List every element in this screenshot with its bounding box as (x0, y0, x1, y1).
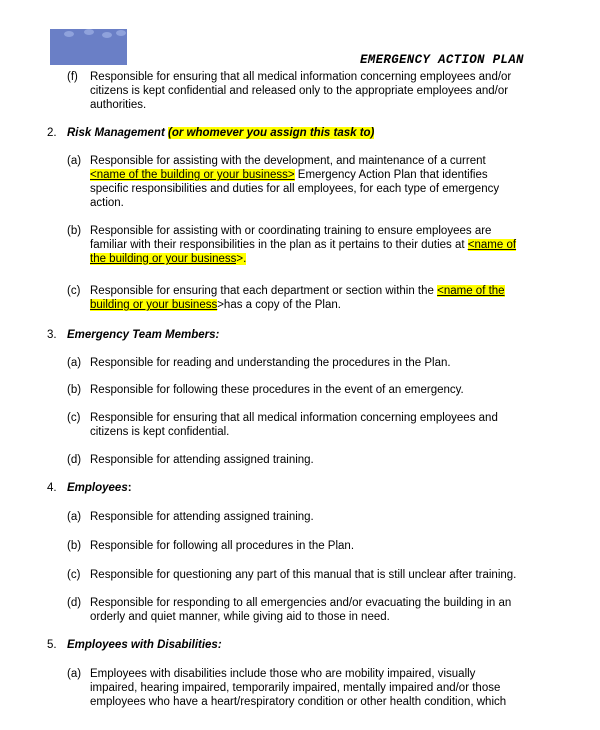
item-text: Responsible for reading and understanding the procedures in the Plan. (90, 357, 451, 369)
item-label: (b) (67, 225, 82, 237)
item-text-head: familiar with their responsibilities in the plan as it pertains to their duties at (90, 239, 468, 251)
section-number: 5. (47, 639, 57, 651)
item-text: impaired, hearing impaired, temporarily impaired, mentally impaired and/or those (90, 682, 501, 694)
item-text (90, 168, 488, 182)
item-label: (d) (67, 597, 82, 609)
item-text: Responsible for following all procedures in the Plan. (90, 540, 355, 552)
item-text-tail: >has a copy of the Plan. (217, 299, 341, 311)
item-text: citizens is kept confidential. (90, 426, 230, 438)
item-text: specific responsibilities and duties for all employees, for each type of emergency (90, 183, 500, 195)
section-title: Emergency Team Members: (67, 329, 220, 341)
section-colon: : (127, 482, 132, 494)
item-text-head: Responsible for ensuring that each department or section within the (90, 285, 438, 297)
section-number: 2. (47, 127, 57, 139)
section-title: Risk Management (67, 127, 165, 139)
placeholder-field: <name of (467, 239, 517, 251)
item-text: citizens is kept confidential and released only to the appropriate employees and/or (90, 85, 509, 97)
item-text: orderly and quiet manner, while giving aid to those in need. (90, 611, 390, 623)
placeholder-field: building or your business (90, 299, 218, 311)
placeholder-field: the building or your business (90, 253, 237, 265)
item-text: action. (90, 197, 124, 209)
item-label: (c) (67, 569, 81, 581)
section-title: Employees (67, 482, 128, 494)
placeholder-field: <name of the (437, 285, 505, 297)
item-label: (b) (67, 540, 82, 552)
item-text: Responsible for following these procedures in the event of an emergency. (90, 384, 464, 396)
item-label: (a) (67, 511, 82, 523)
company-logo (50, 29, 127, 65)
item-text: Responsible for attending assigned training. (90, 511, 314, 523)
item-text: authorities. (90, 99, 147, 111)
item-text: Responsible for ensuring that all medical information concerning employees and/or (90, 71, 512, 83)
item-label: (a) (67, 357, 82, 369)
item-text (90, 284, 505, 298)
item-text: employees who have a heart/respiratory condition or other health condition, which (90, 696, 507, 708)
document-title: EMERGENCY ACTION PLAN (360, 53, 524, 67)
item-text: Responsible for ensuring that all medical information concerning employees and (90, 412, 498, 424)
section-heading (67, 481, 132, 495)
placeholder-field: <name of the building or your business> (90, 169, 295, 181)
item-text (90, 252, 246, 266)
item-text: Responsible for responding to all emergencies and/or evacuating the building in an (90, 597, 512, 609)
item-label: (d) (67, 454, 82, 466)
item-text: Responsible for assisting with the development, and maintenance of a current (90, 155, 486, 167)
item-text-tail: Emergency Action Plan that identifies (294, 169, 488, 181)
section-number: 3. (47, 329, 57, 341)
item-text: Responsible for questioning any part of this manual that is still unclear after training. (90, 569, 517, 581)
item-label: (f) (67, 71, 78, 83)
section-number: 4. (47, 482, 57, 494)
item-label: (c) (67, 412, 81, 424)
item-label: (b) (67, 384, 82, 396)
section-note: (or whomever you assign this task to) (167, 127, 375, 139)
item-label: (a) (67, 155, 82, 167)
item-text (90, 238, 516, 252)
item-label: (c) (67, 285, 81, 297)
placeholder-close: >. (236, 253, 247, 265)
section-title: Employees with Disabilities: (67, 639, 222, 651)
item-text: Employees with disabilities include those who are mobility impaired, visually (90, 668, 476, 680)
section-heading (67, 126, 374, 140)
item-text: Responsible for attending assigned training. (90, 454, 314, 466)
item-label: (a) (67, 668, 82, 680)
item-text: Responsible for assisting with or coordinating training to ensure employees are (90, 225, 492, 237)
item-text (90, 298, 341, 312)
